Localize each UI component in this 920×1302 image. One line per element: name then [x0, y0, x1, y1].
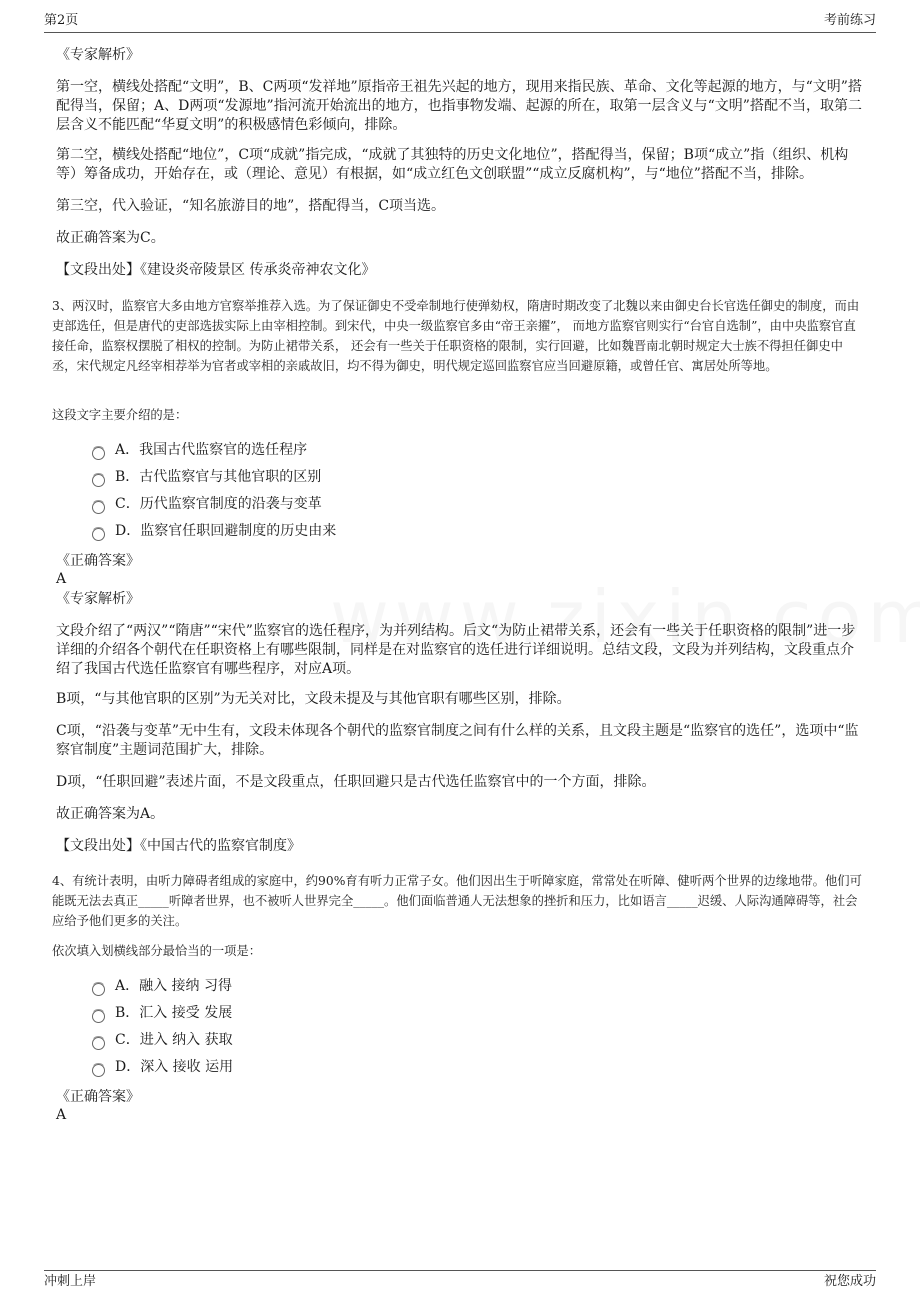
q2-analysis-p1: 第一空，横线处搭配“文明”，B、C两项“发祥地”原指帝王祖先兴起的地方，现用来指民族、革命、文化等起源的地方，与“文明”搭配得当，保留；A、D两项“发源地”指河流开始流出的地方，也指事物发端、起源的所在，取第一层含义与“文明”搭配不当，取第二层含义不能匹配“华夏文明”的积极感情色彩倾向，排除。 [56, 79, 862, 133]
page-footer [44, 1270, 876, 1293]
q4-stem: 4、有统计表明，由听力障碍者组成的家庭中，约90%育有听力正常子女。他们因出生于听障家庭，常常处在听障、健听两个世界的边缘地带。他们可能既无法去真正_____听障者世界，也不被听人世界完全_____。他们面临普通人无法想象的挫折和压力，比如语言_____迟缓、人际沟通障碍等，社会应给予他们更多的关注。 [52, 874, 862, 928]
q4-answer-title: 《正确答案》 [56, 1089, 140, 1105]
footer-left: 冲刺上岸 [44, 1274, 97, 1289]
q2-analysis-title: 《专家解析》 [56, 47, 140, 63]
option-label: B．汇入 接受 发展 [115, 1005, 233, 1021]
option-label: D．深入 接收 运用 [115, 1059, 234, 1075]
q4-option-d[interactable] [92, 1058, 233, 1077]
q3-source: 【文段出处】《中国古代的监察官制度》 [56, 838, 301, 854]
q3-option-d[interactable] [92, 522, 336, 541]
page-header [44, 12, 876, 33]
q3-analysis-title: 《专家解析》 [56, 591, 140, 607]
radio-icon[interactable] [92, 1037, 105, 1050]
q3-prompt: 这段文字主要介绍的是： [52, 408, 188, 422]
q3-stem: 3、两汉时，监察官大多由地方官察举推荐入选。为了保证御史不受牵制地行使弹劾权，隋唐时期改变了北魏以来由御史台长官选任御史的制度，而由吏部选任，但是唐代的吏部选拔实际上由宰相控制。到宋代，中央一级监察官多由“帝王亲擢”， 而地方监察官则实行“台官自选制”，由中央监察官直接任命，监察权摆脱了相权的控制。为防止裙带关系， 还会有一些关于任职资格的限制，实行回避，比如魏晋南北朝时规定大士族不得担任御史中丞，宋代规定凡经宰相荐举为官者或宰相的亲戚故旧，均不得为御史，明代规定巡回监察官应当回避原籍，或曾任官、寓居处所等地。 [52, 299, 860, 373]
option-label: A．融入 接纳 习得 [115, 978, 233, 994]
q3-option-b[interactable] [92, 468, 321, 487]
option-label: B．古代监察官与其他官职的区别 [115, 469, 322, 485]
header-title: 考前练习 [823, 13, 876, 28]
radio-icon[interactable] [92, 447, 105, 460]
q3-answer-title: 《正确答案》 [56, 553, 140, 569]
q4-option-b[interactable] [92, 1004, 232, 1023]
q3-analysis-p1: 文段介绍了“两汉”“隋唐”“宋代”监察官的选任程序，为并列结构。后文“为防止裙带关系，还会有一些关于任职资格的限制”进一步详细的介绍各个朝代在任职资格上有哪些限制，同样是在对监察官的选任进行详细说明。总结文段，文段为并列结构，文段重点介绍了我国古代选任监察官有哪些程序，对应A项。 [56, 623, 856, 677]
q2-source: 【文段出处】《建设炎帝陵景区 传承炎帝神农文化》 [56, 262, 376, 278]
q3-analysis-p3: C项，“沿袭与变革”无中生有，文段未体现各个朝代的监察官制度之间有什么样的关系，且文段主题是“监察官的选任”，选项中“监察官制度”主题词范围扩大，排除。 [56, 723, 859, 758]
q4-prompt: 依次填入划横线部分最恰当的一项是： [52, 944, 262, 958]
option-label: C．历代监察官制度的沿袭与变革 [115, 496, 322, 512]
radio-icon[interactable] [92, 1064, 105, 1077]
q4-option-c[interactable] [92, 1031, 233, 1050]
option-label: C．进入 纳入 获取 [115, 1032, 233, 1048]
q2-analysis-p2: 第二空，横线处搭配“地位”，C项“成就”指完成，“成就了其独特的历史文化地位”，搭配得当，保留；B项“成立”指（组织、机构等）筹备成功，开始存在，或（理论、意见）有根据，如“成立红色文创联盟”“成立反腐机构”，与“地位”搭配不当，排除。 [56, 147, 849, 182]
option-label: D．监察官任职回避制度的历史由来 [115, 523, 337, 539]
q2-analysis-p3: 第三空，代入验证，“知名旅游目的地”，搭配得当，C项当选。 [56, 198, 446, 214]
radio-icon[interactable] [92, 1010, 105, 1023]
q4-option-a[interactable] [92, 977, 232, 996]
q3-analysis-p4: D项，“任职回避”表述片面，不是文段重点，任职回避只是古代选任监察官中的一个方面，排除。 [56, 774, 656, 790]
radio-icon[interactable] [92, 501, 105, 514]
radio-icon[interactable] [92, 474, 105, 487]
radio-icon[interactable] [92, 528, 105, 541]
footer-right: 祝您成功 [823, 1274, 876, 1289]
q3-analysis-p2: B项，“与其他官职的区别”为无关对比，文段未提及与其他官职有哪些区别，排除。 [56, 691, 571, 707]
q3-answer: A [56, 571, 67, 587]
q3-analysis-p5: 故正确答案为A。 [56, 806, 165, 822]
q2-analysis-p4: 故正确答案为C。 [56, 230, 165, 246]
q3-option-a[interactable] [92, 441, 307, 460]
option-label: A．我国古代监察官的选任程序 [115, 442, 308, 458]
radio-icon[interactable] [92, 983, 105, 996]
page-number: 第2页 [44, 13, 79, 28]
q4-answer: A [56, 1107, 67, 1123]
q3-option-c[interactable] [92, 495, 322, 514]
